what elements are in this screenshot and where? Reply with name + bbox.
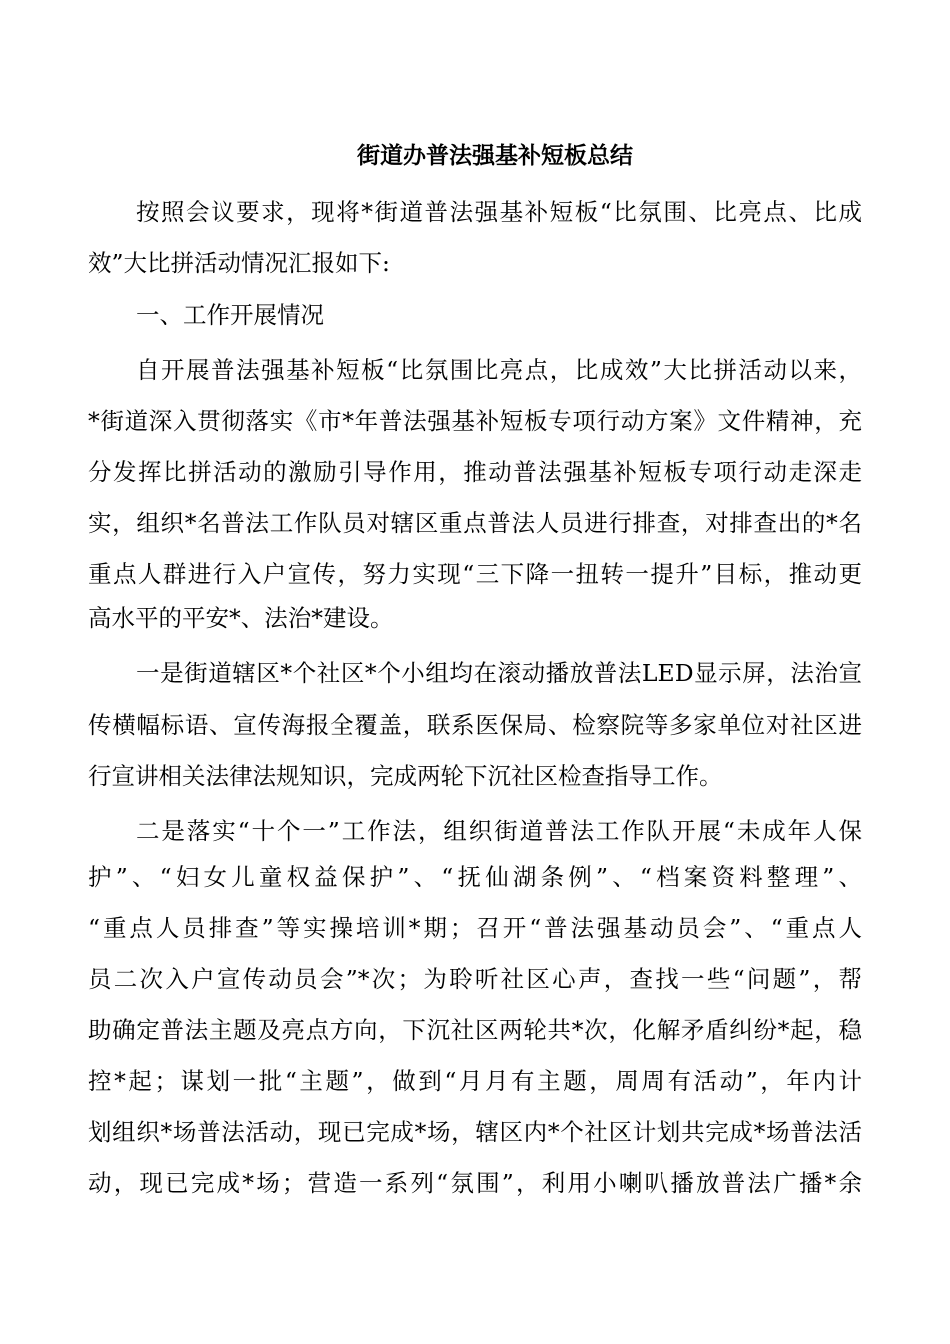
paragraph-line: *街道深入贯彻落实《市*年普法强基补短板专项行动方案》文件精神，充 xyxy=(88,407,862,435)
paragraph-line: 二是落实“十个一”工作法，组织街道普法工作队开展“未成年人保 xyxy=(136,817,862,845)
paragraph-line: 效”大比拼活动情况汇报如下: xyxy=(88,249,390,277)
paragraph-line: 控*起；谋划一批“主题”，做到“月月有主题，周周有活动”，年内计 xyxy=(88,1067,862,1095)
paragraph-line: 传横幅标语、宣传海报全覆盖，联系医保局、检察院等多家单位对社区进 xyxy=(88,711,862,739)
paragraph-line: 按照会议要求，现将*街道普法强基补短板“比氛围、比亮点、比成 xyxy=(136,198,862,226)
paragraph-line: 划组织*场普法活动，现已完成*场，辖区内*个社区计划共完成*场普法活 xyxy=(88,1118,862,1146)
paragraph-line: 动，现已完成*场；营造一系列“氛围”，利用小喇叭播放普法广播*余 xyxy=(88,1169,862,1197)
paragraph-line: 重点人群进行入户宣传，努力实现“三下降一扭转一提升”目标，推动更 xyxy=(88,560,862,588)
paragraph-line: 实，组织*名普法工作队员对辖区重点普法人员进行排查，对排查出的*名 xyxy=(88,509,862,537)
paragraph-line: 一是街道辖区*个社区*个小组均在滚动播放普法LED显示屏，法治宣 xyxy=(136,659,862,687)
paragraph-line: 分发挥比拼活动的激励引导作用，推动普法强基补短板专项行动走深走 xyxy=(88,458,862,486)
section-heading: 一、工作开展情况 xyxy=(136,301,324,329)
paragraph-line: 员二次入户宣传动员会”*次；为聆听社区心声，查找一些“问题”，帮 xyxy=(88,965,862,993)
paragraph-line: 高水平的平安*、法治*建设。 xyxy=(88,604,394,632)
paragraph-line: “重点人员排查”等实操培训*期；召开“普法强基动员会”、“重点人 xyxy=(88,914,862,942)
document-title: 街道办普法强基补短板总结 xyxy=(357,142,633,169)
paragraph-line: 护”、“妇女儿童权益保护”、“抚仙湖条例”、“档案资料整理”、 xyxy=(88,863,862,891)
paragraph-line: 行宣讲相关法律法规知识，完成两轮下沉社区检查指导工作。 xyxy=(88,762,723,790)
paragraph-line: 助确定普法主题及亮点方向，下沉社区两轮共*次，化解矛盾纠纷*起，稳 xyxy=(88,1016,862,1044)
paragraph-line: 自开展普法强基补短板“比氛围比亮点，比成效”大比拼活动以来， xyxy=(136,356,862,384)
